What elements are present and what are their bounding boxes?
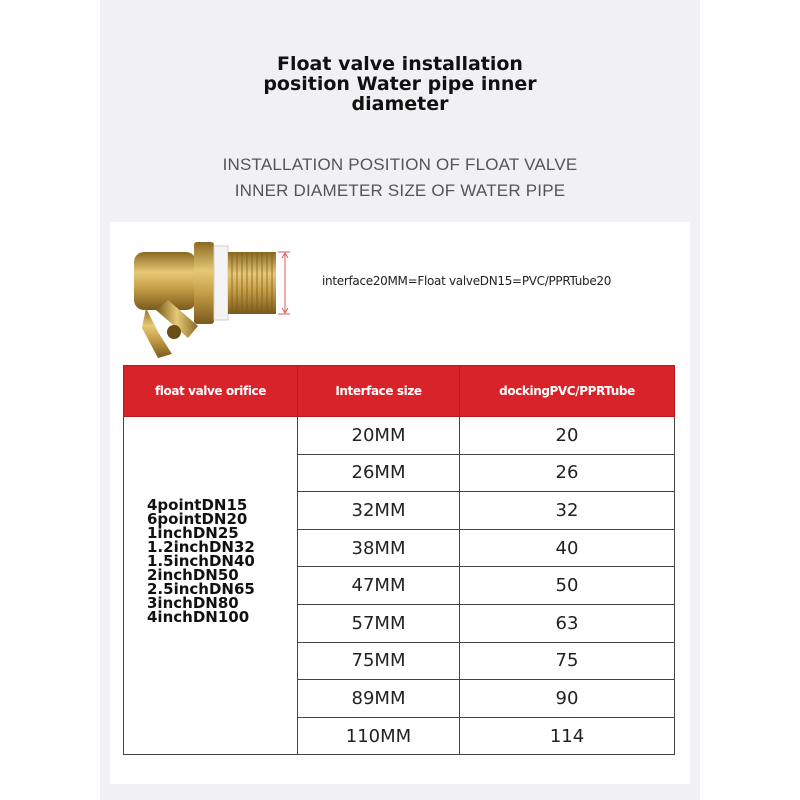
orifice-size: 3inchDN80 — [147, 594, 239, 612]
interface-cell: 89MM — [298, 680, 460, 718]
interface-cell: 32MM — [298, 492, 460, 530]
interface-cell: 57MM — [298, 604, 460, 642]
interface-cell: 110MM — [298, 717, 460, 755]
orifice-size: 1.5inchDN40 — [147, 552, 255, 570]
interface-cell: 38MM — [298, 529, 460, 567]
header-float-valve-orifice: float valve orifice — [124, 366, 298, 417]
interface-cell: 26MM — [298, 454, 460, 492]
orifice-size: 2inchDN50 — [147, 566, 239, 584]
docking-cell: 63 — [460, 604, 675, 642]
title-line: Float valve installation — [277, 53, 523, 75]
header-interface-size: Interface size — [298, 366, 460, 417]
orifice-size: 1.2inchDN32 — [147, 538, 255, 556]
title-line: position Water pipe inner — [263, 73, 537, 95]
orifice-size: 4inchDN100 — [147, 608, 250, 626]
table-header-row — [124, 366, 675, 417]
subtitle-line: INNER DIAMETER SIZE OF WATER PIPE — [234, 181, 566, 200]
interface-note: interface20MM=Float valveDN15=PVC/PPRTube20 — [322, 274, 612, 288]
brass-float-valve-image — [128, 236, 313, 361]
interface-cell: 20MM — [298, 417, 460, 455]
page-subtitle — [0, 152, 800, 204]
docking-cell: 40 — [460, 529, 675, 567]
page-title — [0, 54, 800, 114]
interface-cell: 75MM — [298, 642, 460, 680]
orifice-size: 6pointDN20 — [147, 510, 248, 528]
header-docking-tube: dockingPVC/PPRTube — [460, 366, 675, 417]
title-line: diameter — [351, 93, 449, 115]
orifice-size: 4pointDN15 — [147, 496, 248, 514]
orifice-size: 1inchDN25 — [147, 524, 239, 542]
interface-cell: 47MM — [298, 567, 460, 605]
table-row — [124, 417, 675, 455]
docking-cell: 20 — [460, 417, 675, 455]
orifice-size: 2.5inchDN65 — [147, 580, 255, 598]
docking-cell: 90 — [460, 680, 675, 718]
docking-cell: 75 — [460, 642, 675, 680]
docking-cell: 32 — [460, 492, 675, 530]
orifice-size-list — [147, 498, 277, 624]
docking-cell: 26 — [460, 454, 675, 492]
subtitle-line: INSTALLATION POSITION OF FLOAT VALVE — [222, 155, 578, 174]
docking-cell: 114 — [460, 717, 675, 755]
docking-cell: 50 — [460, 567, 675, 605]
